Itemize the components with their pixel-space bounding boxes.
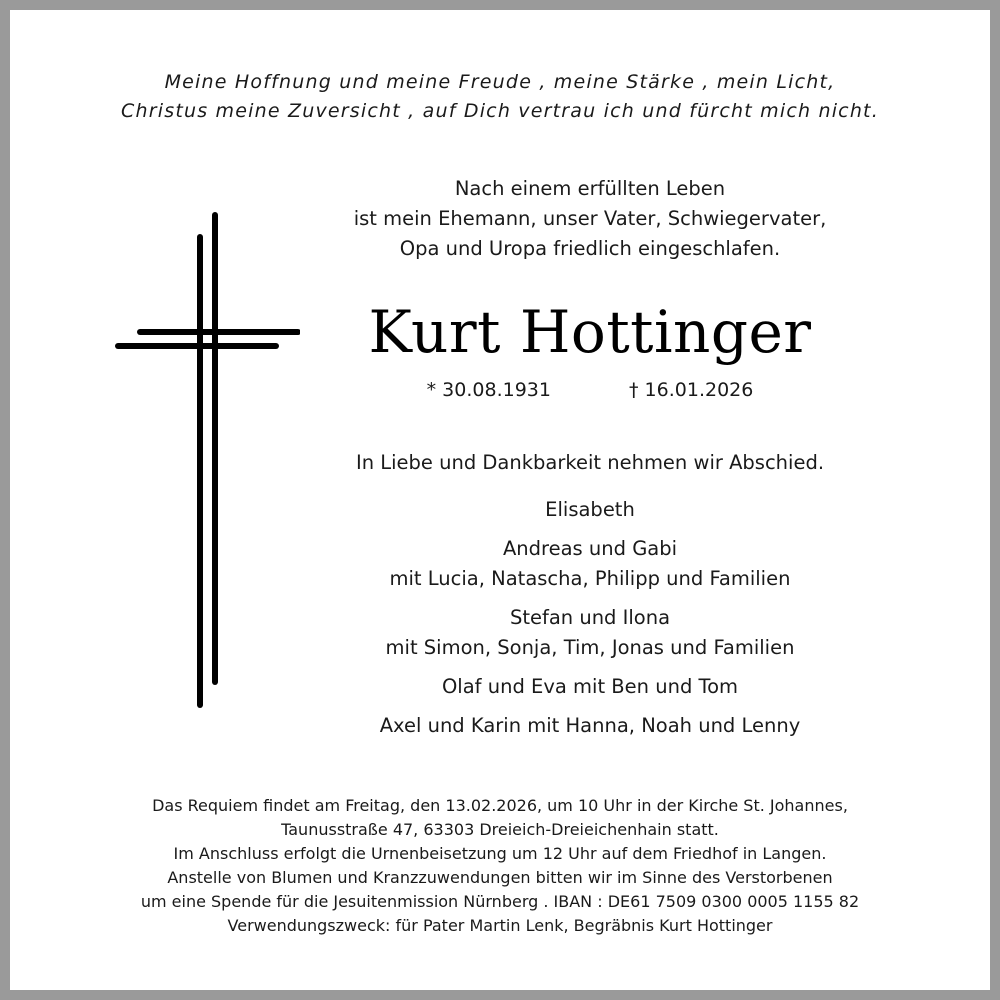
mourner-line: Andreas und Gabi — [502, 537, 678, 560]
service-line-6: Verwendungszweck: für Pater Martin Lenk, Begräbnis Kurt Hottinger — [227, 916, 773, 935]
mourner-line: Elisabeth — [545, 498, 635, 521]
service-details — [10, 794, 990, 938]
mourner-line: mit Lucia, Natascha, Philipp und Familien — [389, 567, 791, 590]
mourner-line: Olaf und Eva mit Ben und Tom — [441, 675, 739, 698]
intro-line-1: Nach einem erfüllten Leben — [454, 177, 726, 200]
intro-line-3: Opa und Uropa friedlich eingeschlafen. — [399, 237, 781, 260]
service-line-4: Anstelle von Blumen und Kranzzuwendungen bitten wir im Sinne des Verstorbenen — [167, 868, 833, 887]
mourner-group — [310, 711, 870, 741]
farewell-line: In Liebe und Dankbarkeit nehmen wir Abschied. — [355, 451, 825, 474]
death-date: † 16.01.2026 — [629, 379, 754, 401]
service-line-3: Im Anschluss erfolgt die Urnenbeisetzung um 12 Uhr auf dem Friedhof in Langen. — [173, 844, 827, 863]
mourner-group — [310, 534, 870, 594]
intro-line-2: ist mein Ehemann, unser Vater, Schwiegervater, — [353, 207, 827, 230]
obituary-notice — [10, 10, 990, 990]
mourner-group — [310, 603, 870, 663]
birth-date: * 30.08.1931 — [426, 379, 551, 401]
bible-verse — [0, 68, 1000, 126]
service-line-5: um eine Spende für die Jesuitenmission Nürnberg . IBAN : DE61 7509 0300 0005 1155 82 — [140, 892, 860, 911]
mourner-line: Stefan und Ilona — [509, 606, 671, 629]
intro-text — [310, 174, 870, 264]
verse-line-1: Meine Hoffnung und meine Freude , meine Stärke , mein Licht, — [164, 71, 836, 93]
mourner-group — [310, 495, 870, 525]
life-dates — [310, 376, 870, 404]
verse-line-2: Christus meine Zuversicht , auf Dich vertrau ich und fürcht mich nicht. — [121, 100, 879, 122]
service-line-1: Das Requiem findet am Freitag, den 13.02.2026, um 10 Uhr in der Kirche St. Johannes, — [152, 796, 848, 815]
mourner-line: Axel und Karin mit Hanna, Noah und Lenny — [379, 714, 801, 737]
deceased-name: Kurt Hottinger — [368, 298, 812, 366]
mourner-line: mit Simon, Sonja, Tim, Jonas und Familien — [385, 636, 795, 659]
mourners-list — [310, 495, 870, 750]
mourner-group — [310, 672, 870, 702]
double-line-cross-icon — [100, 210, 300, 710]
service-line-2: Taunusstraße 47, 63303 Dreieich-Dreieichenhain statt. — [281, 820, 719, 839]
